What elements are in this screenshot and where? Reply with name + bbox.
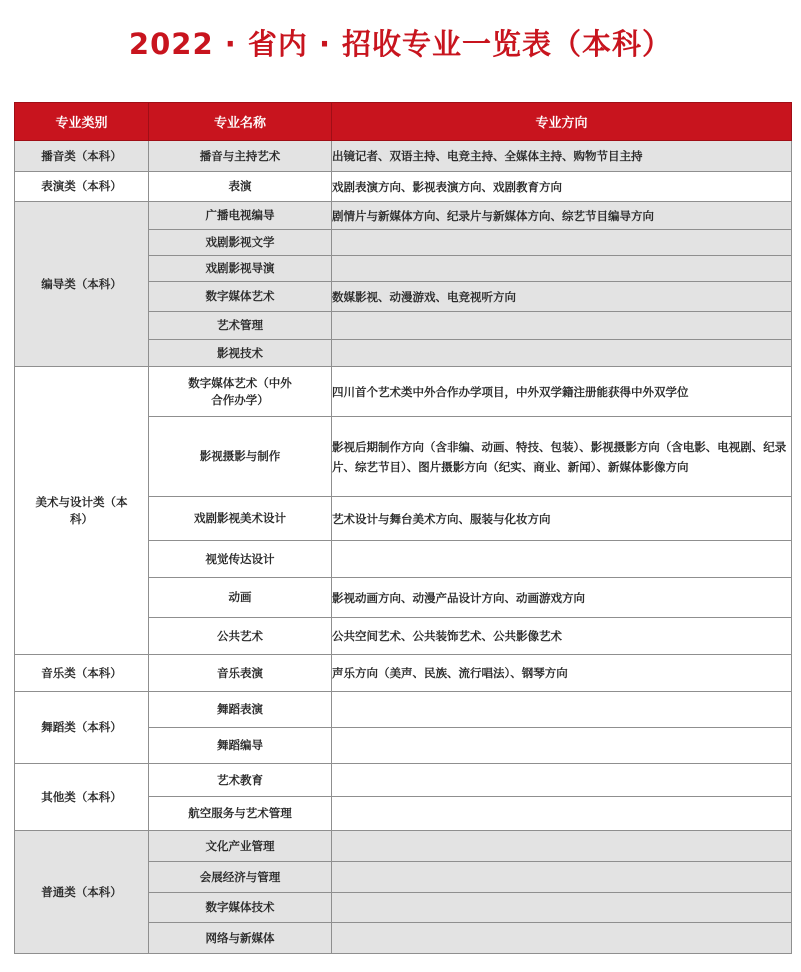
direction-cell [332,312,792,340]
direction-cell [332,831,792,862]
category-cell: 表演类（本科） [15,172,149,202]
header-direction: 专业方向 [332,103,792,141]
header-major-name: 专业名称 [149,103,332,141]
major-name-cell: 戏剧影视美术设计 [149,497,332,541]
header-category: 专业类别 [15,103,149,141]
table-row [15,831,792,862]
table-row [15,172,792,202]
direction-cell [332,797,792,831]
major-name-cell: 影视技术 [149,340,332,367]
direction-cell: 出镜记者、双语主持、电竞主持、全媒体主持、购物节目主持 [332,141,792,172]
direction-cell: 戏剧表演方向、影视表演方向、戏剧教育方向 [332,172,792,202]
major-name-cell: 网络与新媒体 [149,923,332,954]
table-body [15,141,792,954]
direction-cell: 四川首个艺术类中外合作办学项目，中外双学籍注册能获得中外双学位 [332,367,792,417]
direction-cell [332,692,792,728]
category-cell: 音乐类（本科） [15,655,149,692]
major-name-cell: 播音与主持艺术 [149,141,332,172]
direction-cell [332,862,792,893]
table-row [15,655,792,692]
direction-cell: 数媒影视、动漫游戏、电竞视听方向 [332,282,792,312]
major-name-cell: 文化产业管理 [149,831,332,862]
major-name-cell: 戏剧影视导演 [149,256,332,282]
direction-cell [332,340,792,367]
major-name-cell: 广播电视编导 [149,202,332,230]
major-name-cell: 影视摄影与制作 [149,417,332,497]
major-name-cell: 会展经济与管理 [149,862,332,893]
direction-cell: 剧情片与新媒体方向、纪录片与新媒体方向、综艺节目编导方向 [332,202,792,230]
direction-cell [332,256,792,282]
table-row [15,692,792,728]
table-row [15,367,792,417]
category-cell: 播音类（本科） [15,141,149,172]
direction-cell [332,541,792,578]
direction-cell: 影视动画方向、动漫产品设计方向、动画游戏方向 [332,578,792,618]
table-row [15,764,792,797]
category-cell: 编导类（本科） [15,202,149,367]
direction-cell: 艺术设计与舞台美术方向、服装与化妆方向 [332,497,792,541]
direction-cell: 声乐方向（美声、民族、流行唱法）、钢琴方向 [332,655,792,692]
major-name-cell: 舞蹈编导 [149,728,332,764]
category-cell: 舞蹈类（本科） [15,692,149,764]
majors-table [14,102,792,954]
major-name-cell: 音乐表演 [149,655,332,692]
direction-cell: 影视后期制作方向（含非编、动画、特技、包装）、影视摄影方向（含电影、电视剧、纪录片、综艺节目）、图片摄影方向（纪实、商业、新闻）、新媒体影像方向 [332,417,792,497]
major-name-cell: 表演 [149,172,332,202]
major-name-cell: 公共艺术 [149,618,332,655]
direction-cell [332,764,792,797]
page-title: 2022 · 省内 · 招收专业一览表（本科） [128,27,673,61]
major-name-cell: 航空服务与艺术管理 [149,797,332,831]
direction-cell: 公共空间艺术、公共装饰艺术、公共影像艺术 [332,618,792,655]
category-cell: 美术与设计类（本科） [15,367,149,655]
major-name-cell: 动画 [149,578,332,618]
major-name-cell: 数字媒体技术 [149,893,332,923]
major-name-cell: 艺术教育 [149,764,332,797]
category-cell: 普通类（本科） [15,831,149,954]
major-name-cell: 舞蹈表演 [149,692,332,728]
table-header-row [15,103,792,141]
direction-cell [332,923,792,954]
major-name-cell: 艺术管理 [149,312,332,340]
major-name-cell: 数字媒体艺术（中外合作办学） [149,367,332,417]
major-name-cell: 戏剧影视文学 [149,230,332,256]
major-name-cell: 数字媒体艺术 [149,282,332,312]
table-row [15,202,792,230]
major-name-cell: 视觉传达设计 [149,541,332,578]
category-cell: 其他类（本科） [15,764,149,831]
direction-cell [332,728,792,764]
direction-cell [332,230,792,256]
table-row [15,141,792,172]
direction-cell [332,893,792,923]
